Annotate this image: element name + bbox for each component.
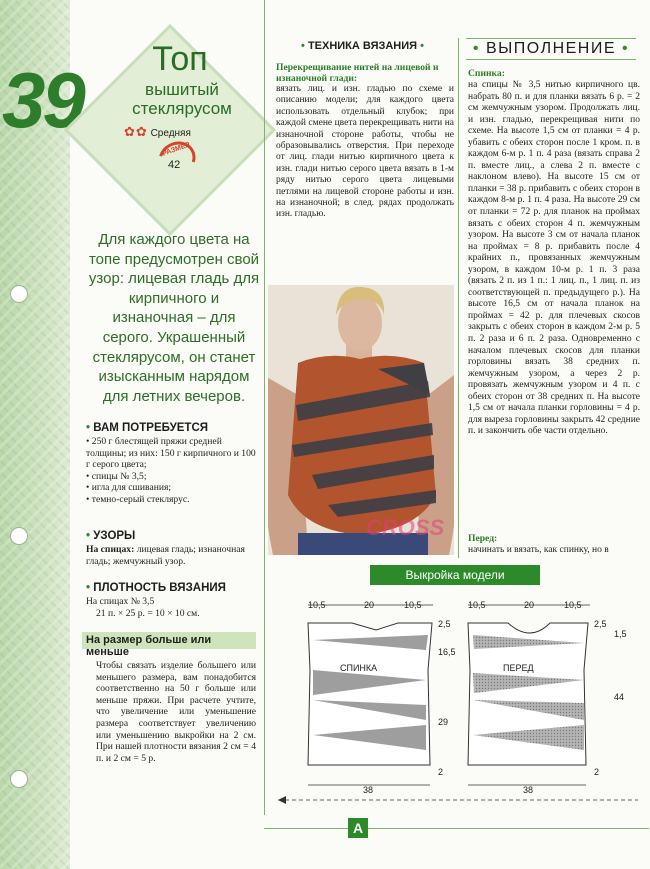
footer-line: [264, 828, 649, 829]
model-illustration: [268, 285, 454, 555]
dim-label: 2: [594, 767, 600, 777]
dim-label: 2: [438, 767, 444, 777]
column-divider: [264, 0, 265, 815]
resize-text: Чтобы связать изделие большего или меньшего размера, вам понадобится соответственно на 50 г больше или меньше пряжи. При расчете учтите, что увеличение или уменьшение размера соответствует увеличению или уменьшению выкройки на 2 см. При нашей плотности вязания 2 см = 4 п. и 2 см = 5 р.: [96, 660, 256, 764]
binder-hole: [10, 770, 28, 788]
binder-hole: [10, 285, 28, 303]
list-item: • спицы № 3,5;: [86, 471, 258, 483]
size-badge: [158, 142, 196, 176]
dim-label: 16,5: [438, 647, 456, 657]
dim-label: 44: [614, 692, 625, 702]
list-item: • темно-серый стеклярус.: [86, 494, 258, 506]
page-subtitle: вышитый стеклярусом: [132, 80, 232, 118]
back-piece: [308, 600, 456, 795]
page-number: 39: [2, 56, 83, 144]
pattern-schema: [268, 585, 648, 810]
front-label: ПЕРЕД: [503, 663, 534, 673]
back-heading: Спинка:: [468, 68, 505, 79]
gauge-text: На спицах № 3,5 21 п. × 25 р. = 10 × 10 см.: [86, 596, 200, 619]
size-label: РАЗМЕР: [161, 141, 192, 158]
schema-drawing: [268, 585, 648, 810]
back-instructions: на спицы № 3,5 нитью кирпичного цв. набрать 80 п. и для планки вязать 6 р. = 2 см жемчужным узором. Продолжать лиц. и изн. гладью, перекрещивая нити по схеме. На высоте 1,5 см от планки = 4 р. убавить с обеих сторон после 1 кром. п. в каждом 6-м р. 1 п. 4 раза (вязать справа 2 п. вместе лиц., а слева 2 п. вместе с наклоном влево). На высоте 15 см от планки = 38 р. прибавить с обеих сторон в каждом 8-м р. 1 п. 4 раза. На высоте 29 см от планки = 72 р. для планок на проймах вязать с обеих сторон 4 п. жемчужным узором. На высоте 3 см от начала планок на проймах = 8 р. прибавить после 4 крайних п., провязанных жемчужным узором, в каждом 10-м р. 1 п. 3 раза (вязать 2 п. из 1 п.: 1 лиц. п., 1 лиц. п. из соответствующей п. предыдущего р.). На высоте 16,5 см от начала планок на проймах = 42 р. для плечевых скосов закрыть с обеих сторон в каждом 2-м р. 5 п. 2 раза и 6 п. 2 раза. Одновременно с началом плечевых скосов для планки горловины вязать 38 средних п. жемчужным узором, а через 2 р. провязать жемчужным узором и 4 п. с обеих сторон от 38 средних п. На высоте 1,5 см от начала планки горловины = 4 р. для выреза горловины закрыть 42 средние п. и закончить обе части отдельно.: [468, 80, 640, 437]
front-instructions: начинать и вязать, как спинку, но в: [468, 545, 609, 555]
dim-label: 2,5: [594, 619, 607, 629]
list-item: • игла для сшивания;: [86, 482, 258, 494]
size-value: 42: [168, 159, 181, 171]
front-heading: Перед:: [468, 533, 498, 544]
dim-label: 20: [524, 600, 535, 610]
technique-subheading: Перекрещивание нитей на лицевой и изнаночной глади:: [276, 62, 439, 84]
dim-label: 20: [364, 600, 375, 610]
materials-heading: • ВАМ ПОТРЕБУЕТСЯ: [86, 422, 209, 434]
footer-letter: А: [348, 818, 368, 838]
materials-list: [86, 436, 258, 506]
model-photo: [268, 285, 454, 555]
dim-label: 29: [438, 717, 449, 727]
page-title: Топ: [152, 40, 208, 78]
difficulty-label: Средняя: [150, 128, 191, 139]
difficulty-icon: ✿✿: [124, 124, 148, 139]
dim-label: 10,5: [308, 600, 326, 610]
dim-label: 10,5: [564, 600, 582, 610]
back-label: СПИНКА: [340, 663, 378, 673]
dim-label: 1,5: [614, 629, 627, 639]
front-piece: [468, 600, 627, 795]
dim-label: 2,5: [438, 619, 451, 629]
width-label: 38: [523, 785, 534, 795]
difficulty: [124, 124, 191, 140]
dim-label: 10,5: [404, 600, 422, 610]
execution-heading: • ВЫПОЛНЕНИЕ •: [466, 38, 636, 60]
gauge-heading: • ПЛОТНОСТЬ ВЯЗАНИЯ: [86, 582, 226, 594]
photo-watermark: CROSS: [366, 515, 445, 540]
resize-heading: На размер больше или меньше: [82, 632, 256, 649]
list-item: • 250 г блестящей пряжи средней толщины; из них: 150 г кирпичного и 100 г серого цвета;: [86, 436, 258, 471]
binder-hole: [10, 527, 28, 545]
intro-text: Для каждого цвета на топе предусмотрен свой узор: лицевая гладь для кирпичного и изнаночная – для серого. Украшенный стеклярусом, он станет изысканным нарядом для летних вечеров.: [88, 231, 260, 405]
column-divider: [458, 38, 459, 558]
width-label: 38: [363, 785, 374, 795]
technique-text: вязать лиц. и изн. гладью по схеме и описанию модели; для каждого цвета использовать отдельный клубок; при каждой смене цвета перекрещивать нити на изнаночной стороне работы, чтобы не образовывались отверстия. При переходе от лиц. глади нитью кирпичного цвета к изн. глади нитью серого цвета вязать в 1-м ряду нитью серого цвета лицевыми петлями на лицевой стороне работы и изн. на изнаночной; в след. рядах продолжать изн. гладью.: [276, 84, 454, 220]
patterns-text: На спицах: лицевая гладь; изнаночная гладь; жемчужный узор.: [86, 544, 245, 567]
technique-heading: • ТЕХНИКА ВЯЗАНИЯ •: [301, 40, 424, 52]
schema-heading: Выкройка модели: [370, 565, 540, 585]
patterns-heading: • УЗОРЫ: [86, 530, 136, 542]
dim-label: 10,5: [468, 600, 486, 610]
